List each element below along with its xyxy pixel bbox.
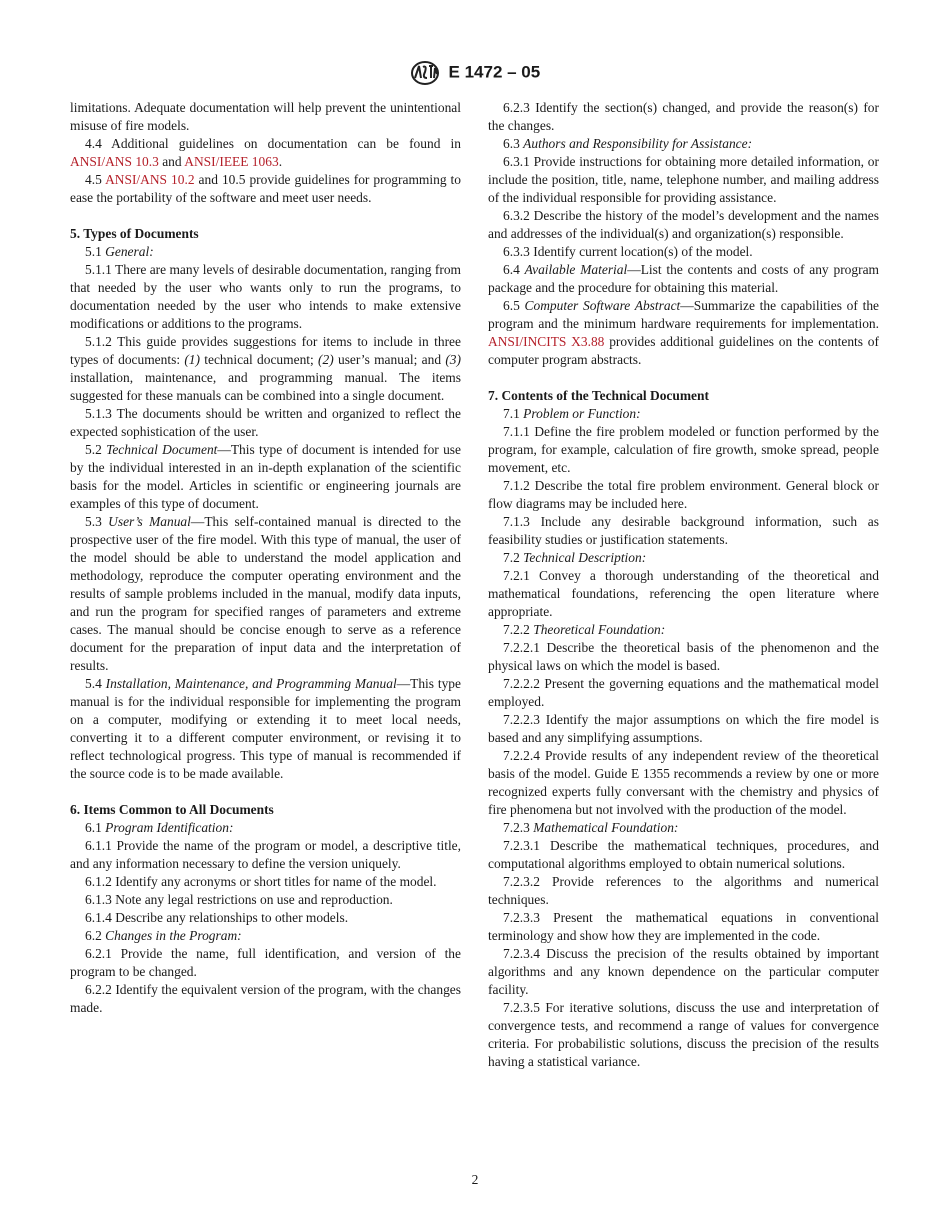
reference-link[interactable]: ANSI/ANS 10.3 [70, 154, 159, 169]
paragraph [488, 675, 879, 711]
paragraph [488, 549, 879, 567]
paragraph [70, 945, 461, 981]
text: 7.2.3.4 Discuss the precision of the results obtained by important algorithms and any known dependence on the particular computer facility. [488, 946, 879, 997]
paragraph [488, 207, 879, 243]
italic-text: (1) [184, 352, 200, 367]
paragraph [70, 891, 461, 909]
text: provides additional guidelines on the contents of computer program abstracts. [488, 334, 880, 367]
paragraph [70, 981, 461, 1017]
italic-text: (2) [318, 352, 334, 367]
paragraph [488, 477, 879, 513]
reference-link[interactable]: ANSI/IEEE 1063 [184, 154, 279, 169]
text: 6.2.1 Provide the name, full identification, and version of the program to be changed. [70, 946, 461, 979]
italic-text: Technical Description: [523, 550, 647, 565]
text: —This type of document is intended for use by the individual interested in an in-depth explanation of the scientific basis for the model. Articles in scientific or engineering journals are examples of this type of document. [70, 442, 462, 511]
right-column [488, 99, 879, 1071]
paragraph [70, 909, 461, 927]
italic-text: Computer Software Abstract [524, 298, 681, 313]
italic-text: Technical Document [106, 442, 218, 457]
text: 4.4 Additional guidelines on documentation can be found in [85, 136, 461, 151]
italic-text: Problem or Function: [523, 406, 641, 421]
text: —This self-contained manual is directed to the prospective user of the fire model. With this type of manual, the user of the model should be able to understand the model application and methodology, reproduce the computer operating environment and the results of sample problems included in the manual, modify data inputs, and run the program for specified ranges of parameters and extreme cases. The manual should be concise enough to serve as a reference document for the preparation of input data and the interpretation of results. [70, 514, 462, 673]
text: 7.2.2.3 Identify the major assumptions on which the fire model is based and any simplifying assumptions. [488, 712, 879, 745]
text: 7.2.3.1 Describe the mathematical techniques, procedures, and computational algorithms employed to obtain numerical solutions. [488, 838, 879, 871]
paragraph [488, 837, 879, 873]
paragraph [70, 873, 461, 891]
reference-link[interactable]: ANSI/ANS 10.2 [105, 172, 195, 187]
paragraph [488, 423, 879, 477]
text: 5.1.2 This guide provides suggestions for items to include in three types of documents: [70, 334, 461, 367]
text: 7.2.2.2 Present the governing equations and the mathematical model employed. [488, 676, 879, 709]
italic-text: Available Material [524, 262, 628, 277]
paragraph [70, 441, 461, 513]
text: limitations. Adequate documentation will help prevent the unintentional misuse of fire models. [70, 100, 461, 133]
italic-text: Authors and Responsibility for Assistance: [523, 136, 753, 151]
paragraph [70, 135, 461, 171]
section-heading [488, 387, 879, 405]
text: 5.2 [85, 442, 107, 457]
text: 5.4 [85, 676, 106, 691]
page-header [0, 60, 950, 86]
text: 7.1.3 Include any desirable background information, such as feasibility studies or justification statements. [488, 514, 879, 547]
text: 7.2.3.5 For iterative solutions, discuss the use and interpretation of convergence tests, and recommend a range of values for convergence criteria. For probabilistic solutions, discuss the precision of the results having a statistical variance. [488, 1000, 879, 1069]
paragraph [70, 261, 461, 333]
text: 5.3 [85, 514, 109, 529]
text: 5.1 [85, 244, 106, 259]
astm-logo-icon [410, 60, 440, 86]
text: installation, maintenance, and programming manual. The items suggested for these manuals can be combined into a single document. [70, 370, 461, 403]
section-heading [70, 225, 461, 243]
text: 6.3.3 Identify current location(s) of the model. [503, 244, 753, 259]
text: . [278, 154, 283, 169]
paragraph [70, 675, 461, 783]
paragraph [70, 333, 461, 405]
paragraph [488, 405, 879, 423]
text: 6.4 [503, 262, 525, 277]
text: 6.1.2 Identify any acronyms or short titles for name of the model. [85, 874, 437, 889]
paragraph [488, 747, 879, 819]
paragraph [488, 135, 879, 153]
paragraph [488, 819, 879, 837]
paragraph [488, 945, 879, 999]
text: and [158, 154, 185, 169]
text: 6.3.1 Provide instructions for obtaining more detailed information, or include the position, title, name, telephone number, and mailing address of the individual responsible for providing assistance. [488, 154, 879, 205]
paragraph [488, 99, 879, 135]
text: 7.2.2.4 Provide results of any independent review of the theoretical basis of the model. Guide E 1355 recommends a review by one or more recognized experts fully conversant with the chemistry and physics of fire phenomena but not involved with the production of the model. [488, 748, 879, 817]
italic-text: General: [105, 244, 154, 259]
paragraph [488, 513, 879, 549]
text: 5.1.3 The documents should be written and organized to reflect the expected sophistication of the user. [70, 406, 461, 439]
text: 7.1.2 Describe the total fire problem environment. General block or flow diagrams may be included here. [488, 478, 879, 511]
text: 6.1.4 Describe any relationships to other models. [85, 910, 349, 925]
text: 6.2.3 Identify the section(s) changed, and provide the reason(s) for the changes. [488, 100, 879, 133]
italic-text: Program Identification: [105, 820, 234, 835]
paragraph [70, 171, 461, 207]
text: 7.2.3.2 Provide references to the algorithms and numerical techniques. [488, 874, 879, 907]
text: 6.1.1 Provide the name of the program or model, a descriptive title, and any information necessary to define the version uniquely. [70, 838, 461, 871]
section-heading [70, 801, 461, 819]
italic-text: User’s Manual [108, 514, 191, 529]
text: 7.2.3.3 Present the mathematical equations in conventional terminology and show how they are implemented in the code. [488, 910, 879, 943]
italic-text: Mathematical Foundation: [533, 820, 679, 835]
paragraph [70, 243, 461, 261]
paragraph [488, 153, 879, 207]
paragraph [488, 297, 879, 369]
italic-text: Theoretical Foundation: [533, 622, 666, 637]
text: 6.3 [503, 136, 524, 151]
text: and 10.5 provide guidelines for programming to ease the portability of the software and meet user needs. [70, 172, 461, 205]
document-designation: E 1472 – 05 [448, 62, 541, 82]
text: 7.2.3 [503, 820, 534, 835]
paragraph [70, 819, 461, 837]
text: 7. Contents of the Technical Document [488, 388, 709, 403]
paragraph [488, 873, 879, 909]
paragraph [488, 711, 879, 747]
text: —List the contents and costs of any program package and the procedure for obtaining this material. [488, 262, 880, 295]
text: user’s manual; and [333, 352, 446, 367]
text: 6. Items Common to All Documents [70, 802, 274, 817]
text: 5. Types of Documents [70, 226, 199, 241]
text: —This type manual is for the individual responsible for implementing the program on a computer, modifying or extending it to meet local needs, converting it to a different computer environment, or revising it to reflect technological progress. This type of manual is recommended if the source code is to be made available. [70, 676, 461, 781]
reference-link[interactable]: ANSI/INCITS X3.88 [488, 334, 605, 349]
text: —Summarize the capabilities of the program and the minimum hardware requirements for implementation. [488, 298, 879, 331]
text: 6.1 [85, 820, 106, 835]
text: 6.2 [85, 928, 106, 943]
italic-text: Changes in the Program: [105, 928, 242, 943]
text: 7.2.2 [503, 622, 534, 637]
text: 6.3.2 Describe the history of the model’s development and the names and addresses of the individual(s) and organization(s) responsible. [488, 208, 879, 241]
text: 7.1 [503, 406, 524, 421]
paragraph [488, 999, 879, 1071]
italic-text: (3) [445, 352, 461, 367]
text: 5.1.1 There are many levels of desirable documentation, ranging from that needed by the user who wants only to run the programs, to documentation needed by the user who intends to make extensive modifications or additions to the programs. [70, 262, 461, 331]
text: 7.1.1 Define the fire problem modeled or function performed by the program, for example, calculation of fire growth, smoke spread, people movement, etc. [488, 424, 879, 475]
paragraph [70, 927, 461, 945]
text: 7.2 [503, 550, 524, 565]
paragraph [488, 909, 879, 945]
text: 6.2.2 Identify the equivalent version of the program, with the changes made. [70, 982, 461, 1015]
paragraph [488, 621, 879, 639]
paragraph [70, 837, 461, 873]
paragraph [488, 261, 879, 297]
text: 7.2.1 Convey a thorough understanding of the theoretical and mathematical foundations, referencing the open literature where appropriate. [488, 568, 879, 619]
paragraph [70, 405, 461, 441]
text: 6.5 [503, 298, 525, 313]
left-column [70, 99, 461, 1017]
text: 6.1.3 Note any legal restrictions on use and reproduction. [85, 892, 393, 907]
paragraph [488, 243, 879, 261]
page-number: 2 [471, 1172, 479, 1187]
paragraph [70, 99, 461, 135]
paragraph [488, 639, 879, 675]
italic-text: Installation, Maintenance, and Programming Manual [105, 676, 397, 691]
text: 4.5 [85, 172, 106, 187]
paragraph [70, 513, 461, 675]
paragraph [488, 567, 879, 621]
text: technical document; [200, 352, 319, 367]
text: 7.2.2.1 Describe the theoretical basis of the phenomenon and the physical laws on which the model is based. [488, 640, 879, 673]
